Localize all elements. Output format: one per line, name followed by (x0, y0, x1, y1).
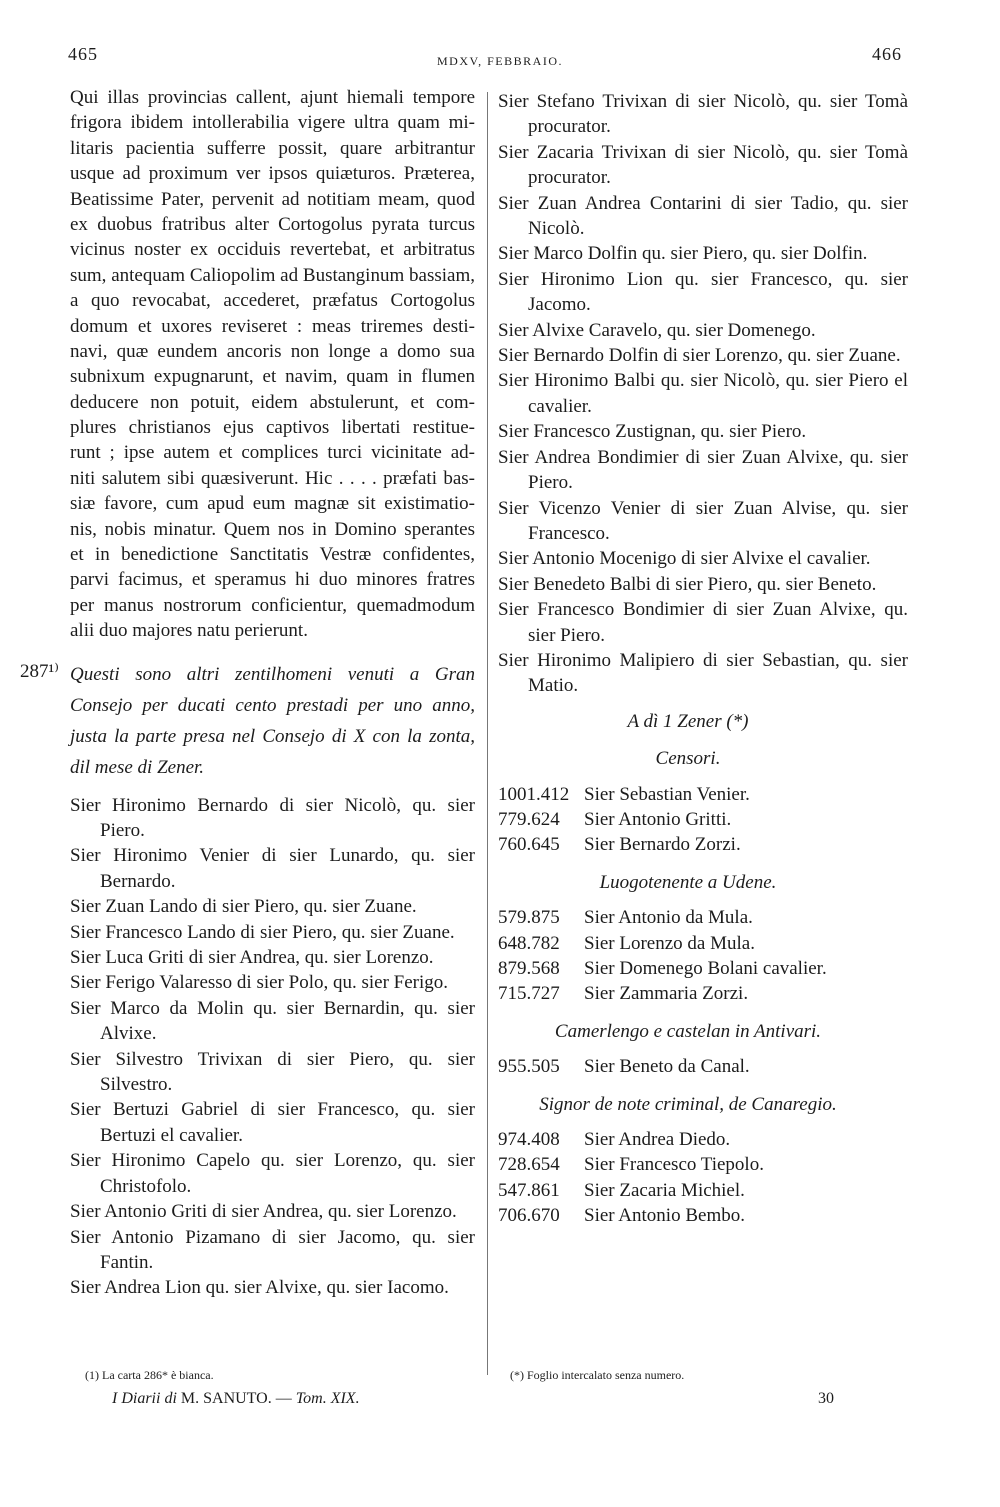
ballot-row (498, 832, 908, 857)
right-column (498, 89, 908, 1229)
chapter-heading: Questi sono altri zentilhomeni venuti a Gran Consejo per ducati cento prestadi per uno anno, justa la parte presa nel Consejo di X con la zonta, dil mese di Zener. (70, 663, 475, 778)
vote-count: 955.505 (498, 1056, 560, 1078)
page-number-left: 465 (68, 44, 98, 64)
vote-count: 1001.412 (498, 783, 570, 805)
list-item: Sier Antonio Mocenigo di sier Alvixe el cavalier. (498, 548, 871, 570)
ballot-row (498, 956, 908, 981)
dash: — (275, 1390, 292, 1407)
section-title: Camerlengo e castelan in Antivari. (554, 1020, 822, 1042)
date-heading: A dì 1 Zener (*) (627, 710, 749, 732)
list-item: Sier Ferigo Valaresso di sier Polo, qu. sier Ferigo. (70, 972, 449, 994)
vote-count: 879.568 (498, 958, 560, 979)
ballot-row (498, 1203, 908, 1228)
ballot-row (498, 1127, 908, 1152)
list-item: Sier Francesco Bondimier di sier Zuan Alvixe, qu. sier Piero. (498, 599, 908, 646)
latin-line: alii duo majores natu perierunt. (70, 620, 308, 642)
list-item: Sier Andrea Bondimier di sier Zuan Alvixe, qu. sier Piero. (498, 446, 908, 494)
ballot-row (498, 905, 908, 930)
vote-count: 547.861 (498, 1179, 560, 1201)
latin-line: nis, nobis minatur. Quem nos in Domino sperantes (70, 518, 475, 540)
candidate-name: Sier Antonio da Mula. (584, 907, 753, 929)
volume-label: Tom. XIX. (295, 1390, 360, 1407)
latin-line: Beatissime Pater, pervenit ad notitiam meam, quod (70, 188, 475, 210)
left-column (20, 85, 475, 1301)
ballot-row (498, 807, 908, 832)
candidate-name: Sier Lorenzo da Mula. (584, 932, 755, 954)
vote-count: 706.670 (498, 1205, 560, 1227)
footnote-left: (1) La carta 286* è bianca. (85, 1368, 214, 1382)
list-item: Sier Hironimo Venier di sier Lunardo, qu. sier Bernardo. (70, 845, 475, 892)
list-item: Sier Stefano Trivixan di sier Nicolò, qu. sier Tomà procurator. (498, 91, 908, 138)
list-item: Sier Hironimo Malipiero di sier Sebastian, qu. sier Matio. (498, 649, 908, 697)
list-item: Sier Francesco Zustignan, qu. sier Piero. (498, 421, 807, 443)
latin-line: per manus nostrorum conficientur, quemadmodum (70, 594, 475, 616)
vote-count: 715.727 (498, 983, 560, 1005)
right-entry-list (498, 89, 908, 699)
vote-count: 728.654 (498, 1154, 560, 1176)
list-item: Sier Hironimo Capelo qu. sier Lorenzo, qu. sier Christofolo. (70, 1150, 475, 1197)
list-item: Sier Alvixe Caravelo, qu. sier Domenego. (498, 319, 816, 341)
left-entry-list (70, 793, 475, 1301)
ballot-row (498, 931, 908, 956)
latin-line: niti salutem sibi quæsiverunt. Hic . . . . præfati bas- (70, 467, 475, 489)
signature-mark: 30 (818, 1390, 834, 1407)
list-item: Sier Hironimo Bernardo di sier Nicolò, qu. sier Piero. (70, 794, 475, 841)
candidate-name: Sier Antonio Gritti. (584, 808, 732, 830)
list-item: Sier Francesco Lando di sier Piero, qu. sier Zuane. (70, 921, 455, 943)
ballot-row (498, 1152, 908, 1177)
footnote-right: (*) Foglio intercalato senza numero. (510, 1368, 685, 1382)
latin-line: parvi facimus, et speramus hi duo minores fratres (70, 569, 475, 591)
latin-line: usque ad proximum ver ipsos quiæturos. Præterea, (70, 163, 475, 185)
running-title: MDXV, FEBBRAIO. (437, 54, 563, 68)
latin-line: subnixum expugnarunt, et navim, quam in flumen (70, 366, 475, 388)
latin-letter-text (70, 85, 475, 644)
list-item: Sier Zacaria Trivixan di sier Nicolò, qu. sier Tomà procurator. (498, 141, 908, 189)
list-item: Sier Silvestro Trivixan di sier Piero, qu. sier Silvestro. (70, 1048, 475, 1096)
candidate-name: Sier Antonio Bembo. (584, 1205, 745, 1227)
vote-count: 974.408 (498, 1129, 560, 1151)
vote-count: 760.645 (498, 834, 560, 856)
list-item: Sier Hironimo Lion qu. sier Francesco, qu. sier Jacomo. (498, 268, 908, 316)
list-item: Sier Marco da Molin qu. sier Bernardin, qu. sier Alvixe. (70, 997, 475, 1045)
list-item: Sier Luca Griti di sier Andrea, qu. sier Lorenzo. (70, 947, 434, 969)
candidate-name: Sier Sebastian Venier. (584, 783, 750, 805)
section-title: Luogotenente a Udene. (599, 871, 777, 893)
latin-line: siæ favore, cum apud eum magnæ sit existimatio- (70, 493, 475, 515)
section-title: Censori. (655, 748, 721, 770)
ballot-row (498, 981, 908, 1006)
latin-line: ex duobus fratribus alter Cortogolus pyrata turcus (70, 213, 475, 235)
latin-line: vicinus noster ex occiduis revertebat, et arbitratus (70, 239, 475, 261)
candidate-name: Sier Beneto da Canal. (584, 1056, 750, 1078)
latin-line: deducere non potuit, eidem abstulerunt, et com- (70, 391, 475, 413)
candidate-name: Sier Francesco Tiepolo. (584, 1154, 764, 1176)
vote-count: 779.624 (498, 808, 560, 830)
list-item: Sier Bernardo Dolfin di sier Lorenzo, qu. sier Zuane. (498, 345, 901, 367)
list-item: Sier Antonio Griti di sier Andrea, qu. sier Lorenzo. (70, 1201, 457, 1223)
election-sections (498, 734, 908, 1229)
list-item: Sier Vicenzo Venier di sier Zuan Alvise, qu. sier Francesco. (498, 497, 908, 544)
list-item: Sier Bertuzi Gabriel di sier Francesco, qu. sier Bertuzi el cavalier. (70, 1099, 475, 1146)
latin-line: frigora ibidem intollerabilia vigere ultra quam mi- (70, 112, 475, 134)
latin-line: domum et uxores reviseret : meas triremes desti- (70, 315, 475, 337)
candidate-name: Sier Domenego Bolani cavalier. (584, 958, 827, 979)
list-item: Sier Andrea Lion qu. sier Alvixe, qu. sier Iacomo. (70, 1277, 449, 1299)
list-item: Sier Zuan Andrea Contarini di sier Tadio, qu. sier Nicolò. (498, 192, 908, 240)
chapter-number: 287¹⁾ (20, 660, 59, 682)
list-item: Sier Hironimo Balbi qu. sier Nicolò, qu. sier Piero el cavalier. (498, 370, 908, 417)
candidate-name: Sier Andrea Diedo. (584, 1129, 731, 1151)
page-number-right: 466 (872, 44, 902, 64)
latin-line: Qui illas provincias callent, ajunt hiemali tempore (70, 87, 475, 108)
candidate-name: Sier Bernardo Zorzi. (584, 834, 741, 856)
latin-line: sum, antequam Caliopolim ad Bustanginum bassiam, (70, 264, 475, 286)
list-item: Sier Marco Dolfin qu. sier Piero, qu. sier Dolfin. (498, 243, 868, 265)
latin-line: plures christianos ejus captivos libertati restitue- (70, 417, 475, 439)
latin-line: a quo revocabat, accederet, præfatus Cortogolus (70, 290, 475, 312)
latin-line: runt ; ipse autem et complices turci vicinitate ad- (70, 442, 475, 464)
candidate-name: Sier Zammaria Zorzi. (584, 983, 749, 1005)
latin-line: litaris pacientia sufferre possit, quare arbitrantur (70, 137, 475, 159)
vote-count: 648.782 (498, 932, 560, 954)
vote-count: 579.875 (498, 907, 560, 929)
colophon (112, 1390, 360, 1408)
list-item: Sier Zuan Lando di sier Piero, qu. sier Zuane. (70, 896, 417, 918)
list-item: Sier Antonio Pizamano di sier Jacomo, qu. sier Fantin. (70, 1226, 475, 1273)
ballot-row (498, 782, 908, 807)
ballot-row (498, 1054, 908, 1079)
section-title: Signor de note criminal, de Canaregio. (539, 1093, 837, 1115)
ballot-row (498, 1178, 908, 1203)
list-item: Sier Benedeto Balbi di sier Piero, qu. sier Beneto. (498, 573, 877, 595)
latin-line: navi, quæ eundem ancoris non longe a domo sua (70, 340, 475, 362)
latin-line: et in benedictione Sanctitatis Vestræ confidentes, (70, 544, 475, 566)
series-title: I Diarii di (112, 1390, 177, 1407)
chapter-287 (20, 659, 475, 783)
candidate-name: Sier Zacaria Michiel. (584, 1179, 745, 1201)
author-name: M. SANUTO. (180, 1390, 272, 1407)
